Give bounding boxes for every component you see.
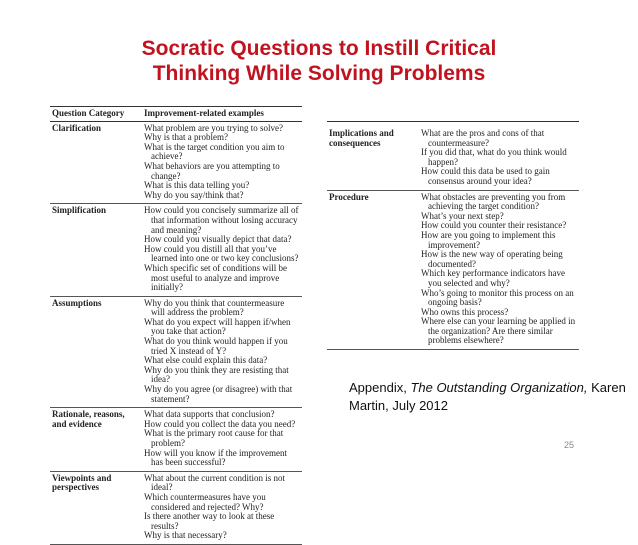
question-category: Assumptions [50, 296, 142, 408]
example-question: Which key performance indicators have you selected and why? [421, 268, 565, 288]
example-question: What is this data telling you? [144, 180, 250, 191]
example-questions [142, 296, 302, 408]
example-question: How could you visually depict that data? [144, 234, 292, 245]
example-question: What else could explain this data? [144, 355, 268, 366]
example-question: What obstacles are preventing you from achieving the target condition? [421, 191, 566, 212]
citation-line-1 [349, 379, 638, 415]
question-category: Procedure [327, 190, 419, 350]
example-question: What behaviors are you attempting to change? [144, 160, 280, 181]
example-question: Why is that necessary? [144, 530, 227, 541]
page-number: 25 [564, 440, 575, 450]
example-questions [419, 127, 579, 190]
right-table-body [327, 127, 579, 350]
citation-book-title: The Outstanding Organization, [410, 380, 588, 395]
example-question: How could you distill all that you’ve learned into one or two key conclusions? [144, 243, 299, 264]
table-row [50, 408, 302, 472]
left-table-body [50, 121, 302, 544]
right-table-top-rule [327, 121, 579, 122]
example-question: Is there another way to look at these results? [144, 511, 275, 531]
example-question: Which specific set of conditions will be most useful to analyze and improve initially? [144, 262, 287, 293]
question-category: Viewpoints and perspectives [50, 471, 142, 544]
example-question: Who owns this process? [421, 306, 509, 317]
question-category: Simplification [50, 204, 142, 296]
header-improvement-examples: Improvement-related examples [142, 107, 302, 122]
example-question: What problem are you trying to solve? [144, 122, 283, 133]
question-category: Implications and consequences [327, 127, 419, 190]
example-question: Why do you say/think that? [144, 189, 244, 200]
table-row [50, 204, 302, 296]
example-questions [142, 204, 302, 296]
example-question: Why do you think they are resisting that idea? [144, 364, 289, 385]
left-table-header-row [50, 107, 302, 122]
table-row [50, 296, 302, 408]
citation-suffix: Karen Martin, July 2012 [349, 380, 626, 413]
example-questions [142, 471, 302, 544]
example-question: Why is that a problem? [144, 132, 228, 143]
example-question: How could you counter their resistance? [421, 220, 567, 231]
question-category: Rationale, reasons, and evidence [50, 408, 142, 472]
example-question: How is the new way of operating being documented? [421, 249, 563, 269]
example-question: Who’s going to monitor this process on an ongoing basis? [421, 287, 574, 308]
table-row [327, 127, 579, 190]
citation-prefix: Appendix, [349, 380, 411, 395]
example-question: Why do you agree (or disagree) with that statement? [144, 384, 293, 404]
slide-title [0, 36, 638, 86]
example-question: What do you think would happen if you tried X instead of Y? [144, 336, 288, 356]
example-questions [142, 121, 302, 204]
header-question-category: Question Category [50, 107, 142, 122]
example-question: How could you collect the data you need? [144, 418, 296, 429]
example-question: How could this data be used to gain consensus around your idea? [421, 166, 550, 186]
example-question: How will you know if the improvement has been successful? [144, 447, 287, 468]
example-question: What do you expect will happen if/when you take that action? [144, 316, 291, 337]
left-question-table [50, 106, 302, 545]
example-questions [142, 408, 302, 472]
example-question: What data supports that conclusion? [144, 409, 275, 420]
example-question: What is the target condition you aim to achieve? [144, 141, 285, 162]
example-question: If you did that, what do you think would happen? [421, 147, 567, 167]
example-questions [419, 190, 579, 350]
question-category: Clarification [50, 121, 142, 204]
example-question: How could you concisely summarize all of that information without losing accuracy and meaning? [144, 205, 299, 235]
example-question: What are the pros and cons of that countermeasure? [421, 128, 545, 148]
right-question-table [327, 127, 579, 350]
example-question: What is the primary root cause for that problem? [144, 428, 284, 448]
example-question: Where else can your learning be applied in the organization? Are there similar problems elsewhere? [421, 316, 576, 346]
table-row [327, 190, 579, 350]
example-question: What about the current condition is not ideal? [144, 472, 285, 493]
slide-title-line-2: Thinking While Solving Problems [152, 62, 486, 85]
slide-title-line-1: Socratic Questions to Instill Critical [141, 37, 497, 60]
example-question: Why do you think that countermeasure will address the problem? [144, 297, 285, 318]
example-question: Which countermeasures have you considered and rejected? Why? [144, 491, 266, 512]
table-row [50, 121, 302, 204]
citation [349, 379, 638, 415]
table-row [50, 471, 302, 544]
example-question: How are you going to implement this improvement? [421, 229, 556, 250]
example-question: What’s your next step? [421, 210, 504, 221]
